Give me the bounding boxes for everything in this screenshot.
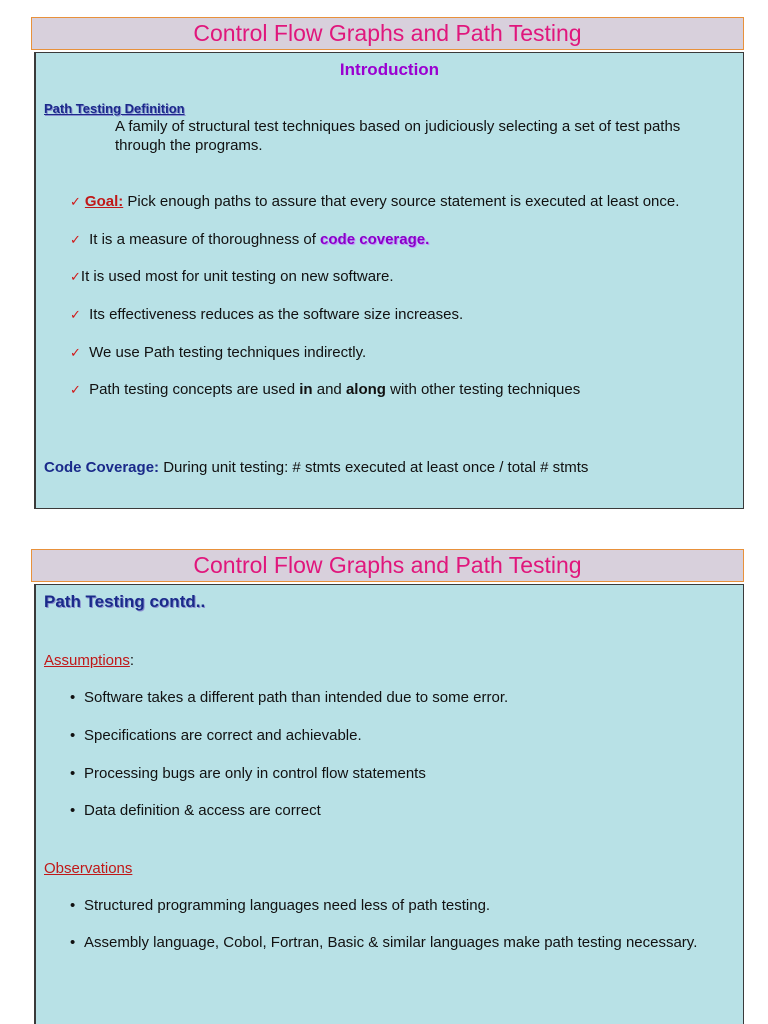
slide1-subtitle: Introduction xyxy=(339,60,440,79)
bullet-icon: • xyxy=(70,727,76,744)
code-coverage-text: During unit testing: # stmts executed at least once / total # stmts xyxy=(159,459,589,476)
code-coverage-emphasis: code coverage. xyxy=(320,231,430,248)
effectiveness-item xyxy=(70,306,463,323)
assumptions-heading xyxy=(44,652,134,669)
concepts-item xyxy=(70,381,580,398)
unit-testing-item xyxy=(70,268,394,285)
goal-text: Pick enough paths to assure that every source statement is executed at least once. xyxy=(123,193,680,210)
assumption-text: Specifications are correct and achievable. xyxy=(84,727,362,744)
list-item xyxy=(70,802,321,819)
item-text: We use Path testing techniques indirectly. xyxy=(84,344,367,361)
in-emphasis: in xyxy=(299,381,313,398)
observation-text: Assembly language, Cobol, Fortran, Basic & similar languages make path testing necessary. xyxy=(84,934,698,951)
check-mark-icon: ✓ xyxy=(70,194,81,209)
assumptions-colon: : xyxy=(129,652,135,669)
code-coverage-line xyxy=(44,459,588,476)
item-text: Its effectiveness reduces as the software size increases. xyxy=(84,306,464,323)
assumption-text: Processing bugs are only in control flow statements xyxy=(84,765,426,782)
slide2-heading: Path Testing contd.. xyxy=(44,592,206,611)
assumption-text: Software takes a different path than intended due to some error. xyxy=(84,689,509,706)
check-mark-icon: ✓ xyxy=(70,269,81,284)
item-text: and xyxy=(312,381,346,398)
list-item xyxy=(70,897,490,914)
slide2-title: Control Flow Graphs and Path Testing xyxy=(31,549,744,582)
definition-line-2: through the programs. xyxy=(115,137,263,154)
indirect-item xyxy=(70,344,366,361)
check-mark-icon: ✓ xyxy=(70,307,81,322)
list-item xyxy=(70,934,697,951)
along-emphasis: along xyxy=(345,381,386,398)
code-coverage-label: Code Coverage: xyxy=(44,459,160,476)
check-mark-icon: ✓ xyxy=(70,232,81,247)
assumption-text: Data definition & access are correct xyxy=(84,802,321,819)
item-text: It is used most for unit testing on new software. xyxy=(80,268,394,285)
bullet-icon: • xyxy=(70,765,76,782)
check-mark-icon: ✓ xyxy=(70,345,81,360)
slide1-panel xyxy=(34,52,744,509)
list-item xyxy=(70,689,508,706)
check-mark-icon: ✓ xyxy=(70,382,81,397)
slide1-title: Control Flow Graphs and Path Testing xyxy=(31,17,744,50)
list-item xyxy=(70,727,362,744)
coverage-measure-item xyxy=(70,231,429,248)
item-text: It is a measure of thoroughness of xyxy=(84,231,321,248)
observations-heading: Observations xyxy=(44,860,133,877)
observation-text: Structured programming languages need less of path testing. xyxy=(84,897,491,914)
item-text: with other testing techniques xyxy=(385,381,581,398)
bullet-icon: • xyxy=(70,897,76,914)
goal-label: Goal: xyxy=(84,193,124,210)
bullet-icon: • xyxy=(70,689,76,706)
definition-line-1: A family of structural test techniques based on judiciously selecting a set of test paths xyxy=(115,118,681,135)
slide2-panel xyxy=(34,584,744,1024)
goal-item xyxy=(70,193,679,210)
definition-heading: Path Testing Definition xyxy=(44,101,185,116)
item-text: Path testing concepts are used xyxy=(84,381,300,398)
assumptions-label: Assumptions xyxy=(44,652,130,669)
bullet-icon: • xyxy=(70,802,76,819)
list-item xyxy=(70,765,426,782)
bullet-icon: • xyxy=(70,934,76,951)
